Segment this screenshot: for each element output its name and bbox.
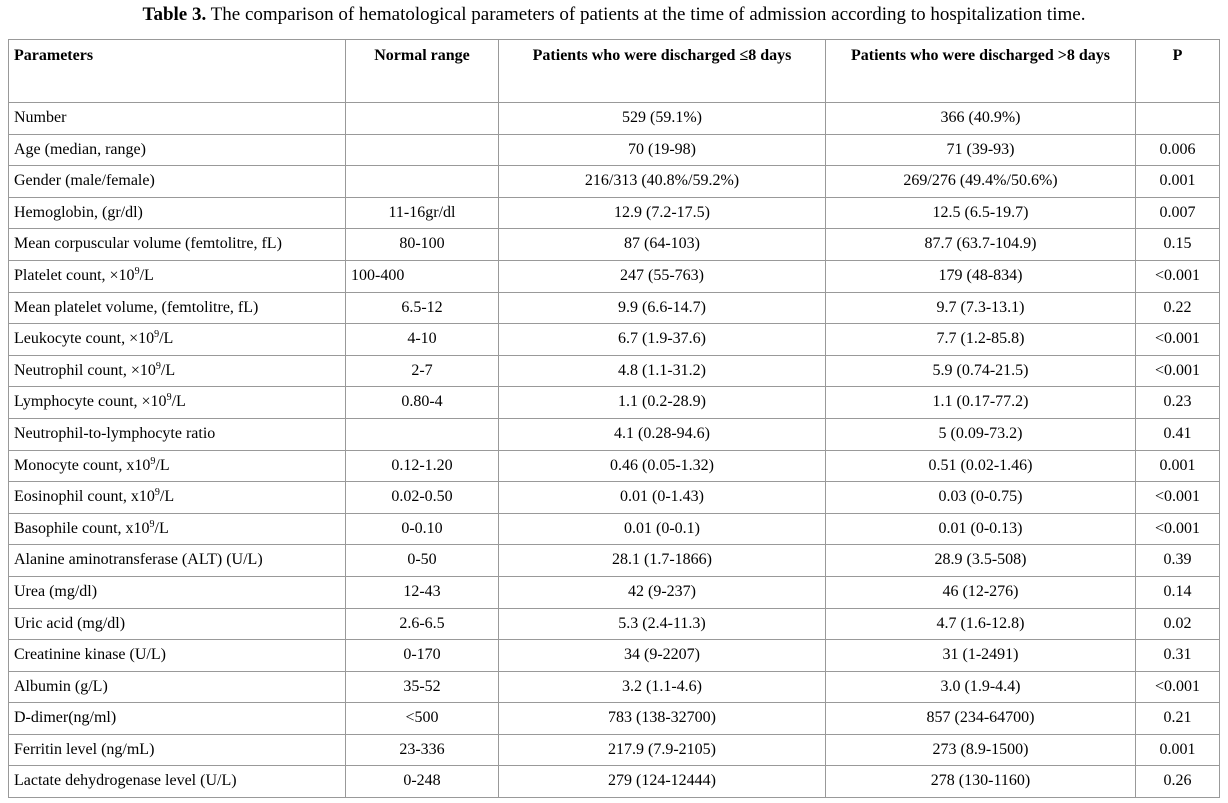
cell-discharged-le8: 4.1 (0.28-94.6): [499, 418, 826, 450]
cell-parameter: Lactate dehydrogenase level (U/L): [9, 766, 346, 798]
cell-p-value: <0.001: [1136, 671, 1220, 703]
cell-p-value: 0.23: [1136, 387, 1220, 419]
table-row: [9, 450, 1220, 482]
cell-parameter: Creatinine kinase (U/L): [9, 640, 346, 672]
cell-parameter: Hemoglobin, (gr/dl): [9, 197, 346, 229]
cell-normal-range: 23-336: [346, 734, 499, 766]
cell-discharged-gt8: 46 (12-276): [826, 576, 1136, 608]
cell-p-value: 0.001: [1136, 734, 1220, 766]
cell-parameter: Albumin (g/L): [9, 671, 346, 703]
cell-normal-range: 0-50: [346, 545, 499, 577]
table-row: [9, 103, 1220, 135]
table-body: [9, 103, 1220, 798]
table-caption: [0, 3, 1228, 27]
cell-parameter: [9, 260, 346, 292]
cell-p-value: 0.15: [1136, 229, 1220, 261]
cell-parameter: D-dimer(ng/ml): [9, 703, 346, 735]
parameter-exponent: 9: [155, 360, 161, 372]
parameter-exponent: 9: [149, 518, 155, 530]
cell-discharged-gt8: 87.7 (63.7-104.9): [826, 229, 1136, 261]
cell-discharged-gt8: 4.7 (1.6-12.8): [826, 608, 1136, 640]
cell-parameter: [9, 450, 346, 482]
cell-p-value: <0.001: [1136, 324, 1220, 356]
cell-discharged-gt8: 1.1 (0.17-77.2): [826, 387, 1136, 419]
table-row: [9, 671, 1220, 703]
cell-p-value: 0.007: [1136, 197, 1220, 229]
table-row: [9, 387, 1220, 419]
cell-p-value: 0.14: [1136, 576, 1220, 608]
table-row: [9, 418, 1220, 450]
cell-normal-range: [346, 103, 499, 135]
header-discharged-le8: Patients who were discharged ≤8 days: [499, 40, 826, 103]
cell-discharged-gt8: 0.51 (0.02-1.46): [826, 450, 1136, 482]
table-row: [9, 640, 1220, 672]
cell-p-value: <0.001: [1136, 482, 1220, 514]
cell-normal-range: 2-7: [346, 355, 499, 387]
cell-discharged-gt8: 0.03 (0-0.75): [826, 482, 1136, 514]
cell-discharged-le8: 529 (59.1%): [499, 103, 826, 135]
parameter-unit: /L: [159, 488, 175, 506]
cell-normal-range: 80-100: [346, 229, 499, 261]
parameter-unit: /L: [160, 361, 176, 379]
table-row: [9, 734, 1220, 766]
cell-discharged-le8: 6.7 (1.9-37.6): [499, 324, 826, 356]
cell-normal-range: 35-52: [346, 671, 499, 703]
table-row: [9, 545, 1220, 577]
parameter-unit: /L: [155, 456, 170, 474]
cell-p-value: 0.26: [1136, 766, 1220, 798]
cell-parameter: Mean platelet volume, (femtolitre, fL): [9, 292, 346, 324]
cell-discharged-gt8: 278 (130-1160): [826, 766, 1136, 798]
table-row: [9, 260, 1220, 292]
cell-parameter: Gender (male/female): [9, 166, 346, 198]
header-parameters: Parameters: [9, 40, 346, 103]
cell-discharged-le8: 42 (9-237): [499, 576, 826, 608]
cell-discharged-le8: 0.01 (0-0.1): [499, 513, 826, 545]
cell-p-value: 0.02: [1136, 608, 1220, 640]
cell-discharged-le8: 34 (9-2207): [499, 640, 826, 672]
parameter-unit: /L: [159, 330, 174, 348]
cell-discharged-le8: 9.9 (6.6-14.7): [499, 292, 826, 324]
cell-normal-range: 0.12-1.20: [346, 450, 499, 482]
cell-p-value: [1136, 103, 1220, 135]
table-row: [9, 576, 1220, 608]
hematological-parameters-table: [8, 39, 1220, 798]
parameter-exponent: 9: [150, 455, 156, 467]
parameter-exponent: 9: [154, 329, 160, 341]
table-row: [9, 292, 1220, 324]
table-row: [9, 513, 1220, 545]
parameter-name: Neutrophil count, ×10: [14, 361, 156, 379]
cell-normal-range: 0.80-4: [346, 387, 499, 419]
cell-parameter: Urea (mg/dl): [9, 576, 346, 608]
cell-p-value: <0.001: [1136, 260, 1220, 292]
cell-p-value: <0.001: [1136, 355, 1220, 387]
cell-discharged-le8: 217.9 (7.9-2105): [499, 734, 826, 766]
cell-discharged-gt8: 9.7 (7.3-13.1): [826, 292, 1136, 324]
cell-parameter: Ferritin level (ng/mL): [9, 734, 346, 766]
cell-discharged-le8: 28.1 (1.7-1866): [499, 545, 826, 577]
table-row: [9, 766, 1220, 798]
cell-discharged-gt8: 12.5 (6.5-19.7): [826, 197, 1136, 229]
cell-discharged-le8: 87 (64-103): [499, 229, 826, 261]
cell-discharged-le8: 247 (55-763): [499, 260, 826, 292]
cell-discharged-le8: 5.3 (2.4-11.3): [499, 608, 826, 640]
cell-discharged-le8: 0.01 (0-1.43): [499, 482, 826, 514]
cell-parameter: Neutrophil-to-lymphocyte ratio: [9, 418, 346, 450]
parameter-name: Basophile count, x10: [14, 519, 150, 537]
parameter-name: Leukocyte count, ×10: [14, 330, 155, 348]
cell-p-value: 0.006: [1136, 134, 1220, 166]
cell-p-value: 0.001: [1136, 450, 1220, 482]
cell-normal-range: 6.5-12: [346, 292, 499, 324]
cell-p-value: 0.22: [1136, 292, 1220, 324]
cell-normal-range: 0-248: [346, 766, 499, 798]
cell-p-value: <0.001: [1136, 513, 1220, 545]
cell-normal-range: 100-400: [346, 260, 499, 292]
cell-parameter: [9, 482, 346, 514]
cell-normal-range: 0-0.10: [346, 513, 499, 545]
table-row: [9, 482, 1220, 514]
cell-normal-range: [346, 134, 499, 166]
cell-parameter: [9, 387, 346, 419]
caption-label: Table 3.: [142, 4, 207, 25]
cell-normal-range: 11-16gr/dl: [346, 197, 499, 229]
cell-p-value: 0.41: [1136, 418, 1220, 450]
cell-p-value: 0.21: [1136, 703, 1220, 735]
cell-normal-range: [346, 166, 499, 198]
cell-discharged-gt8: 0.01 (0-0.13): [826, 513, 1136, 545]
caption-text: The comparison of hematological parameters of patients at the time of admission according to hospitalization time.: [206, 4, 1086, 25]
cell-parameter: Alanine aminotransferase (ALT) (U/L): [9, 545, 346, 577]
table-row: [9, 608, 1220, 640]
cell-discharged-le8: 12.9 (7.2-17.5): [499, 197, 826, 229]
header-p-value: P: [1136, 40, 1220, 103]
table-row: [9, 355, 1220, 387]
table-row: [9, 166, 1220, 198]
cell-normal-range: 0.02-0.50: [346, 482, 499, 514]
cell-parameter: [9, 355, 346, 387]
parameter-name: Platelet count, ×10: [14, 266, 135, 284]
cell-p-value: 0.31: [1136, 640, 1220, 672]
cell-discharged-gt8: 5 (0.09-73.2): [826, 418, 1136, 450]
cell-discharged-gt8: 179 (48-834): [826, 260, 1136, 292]
cell-discharged-gt8: 71 (39-93): [826, 134, 1136, 166]
table-row: [9, 134, 1220, 166]
cell-parameter: Mean corpuscular volume (femtolitre, fL): [9, 229, 346, 261]
parameter-name: Monocyte count, x10: [14, 456, 151, 474]
parameter-name: Eosinophil count, x10: [14, 488, 155, 506]
cell-discharged-le8: 279 (124-12444): [499, 766, 826, 798]
table-row: [9, 324, 1220, 356]
cell-discharged-le8: 216/313 (40.8%/59.2%): [499, 166, 826, 198]
cell-normal-range: [346, 418, 499, 450]
parameter-name: Lymphocyte count, ×10: [14, 393, 167, 411]
header-row: [9, 40, 1220, 103]
cell-discharged-le8: 0.46 (0.05-1.32): [499, 450, 826, 482]
parameter-unit: /L: [139, 266, 154, 284]
cell-parameter: [9, 324, 346, 356]
cell-discharged-gt8: 31 (1-2491): [826, 640, 1136, 672]
parameter-exponent: 9: [166, 392, 172, 404]
cell-discharged-gt8: 857 (234-64700): [826, 703, 1136, 735]
table-row: [9, 197, 1220, 229]
cell-normal-range: <500: [346, 703, 499, 735]
table-row: [9, 703, 1220, 735]
parameter-unit: /L: [154, 519, 169, 537]
cell-discharged-gt8: 7.7 (1.2-85.8): [826, 324, 1136, 356]
cell-discharged-le8: 70 (19-98): [499, 134, 826, 166]
header-normal-range: Normal range: [346, 40, 499, 103]
cell-parameter: Age (median, range): [9, 134, 346, 166]
cell-normal-range: 4-10: [346, 324, 499, 356]
cell-discharged-gt8: 366 (40.9%): [826, 103, 1136, 135]
cell-discharged-gt8: 5.9 (0.74-21.5): [826, 355, 1136, 387]
header-discharged-gt8: Patients who were discharged >8 days: [826, 40, 1136, 103]
cell-discharged-le8: 3.2 (1.1-4.6): [499, 671, 826, 703]
cell-normal-range: 2.6-6.5: [346, 608, 499, 640]
cell-discharged-gt8: 269/276 (49.4%/50.6%): [826, 166, 1136, 198]
cell-discharged-le8: 1.1 (0.2-28.9): [499, 387, 826, 419]
parameter-exponent: 9: [154, 487, 160, 499]
cell-discharged-gt8: 28.9 (3.5-508): [826, 545, 1136, 577]
cell-p-value: 0.001: [1136, 166, 1220, 198]
cell-discharged-le8: 783 (138-32700): [499, 703, 826, 735]
cell-parameter: Number: [9, 103, 346, 135]
table-row: [9, 229, 1220, 261]
parameter-exponent: 9: [134, 265, 140, 277]
cell-normal-range: 12-43: [346, 576, 499, 608]
cell-discharged-gt8: 273 (8.9-1500): [826, 734, 1136, 766]
cell-parameter: [9, 513, 346, 545]
cell-p-value: 0.39: [1136, 545, 1220, 577]
cell-discharged-gt8: 3.0 (1.9-4.4): [826, 671, 1136, 703]
cell-parameter: Uric acid (mg/dl): [9, 608, 346, 640]
cell-discharged-le8: 4.8 (1.1-31.2): [499, 355, 826, 387]
parameter-unit: /L: [171, 393, 186, 411]
cell-normal-range: 0-170: [346, 640, 499, 672]
